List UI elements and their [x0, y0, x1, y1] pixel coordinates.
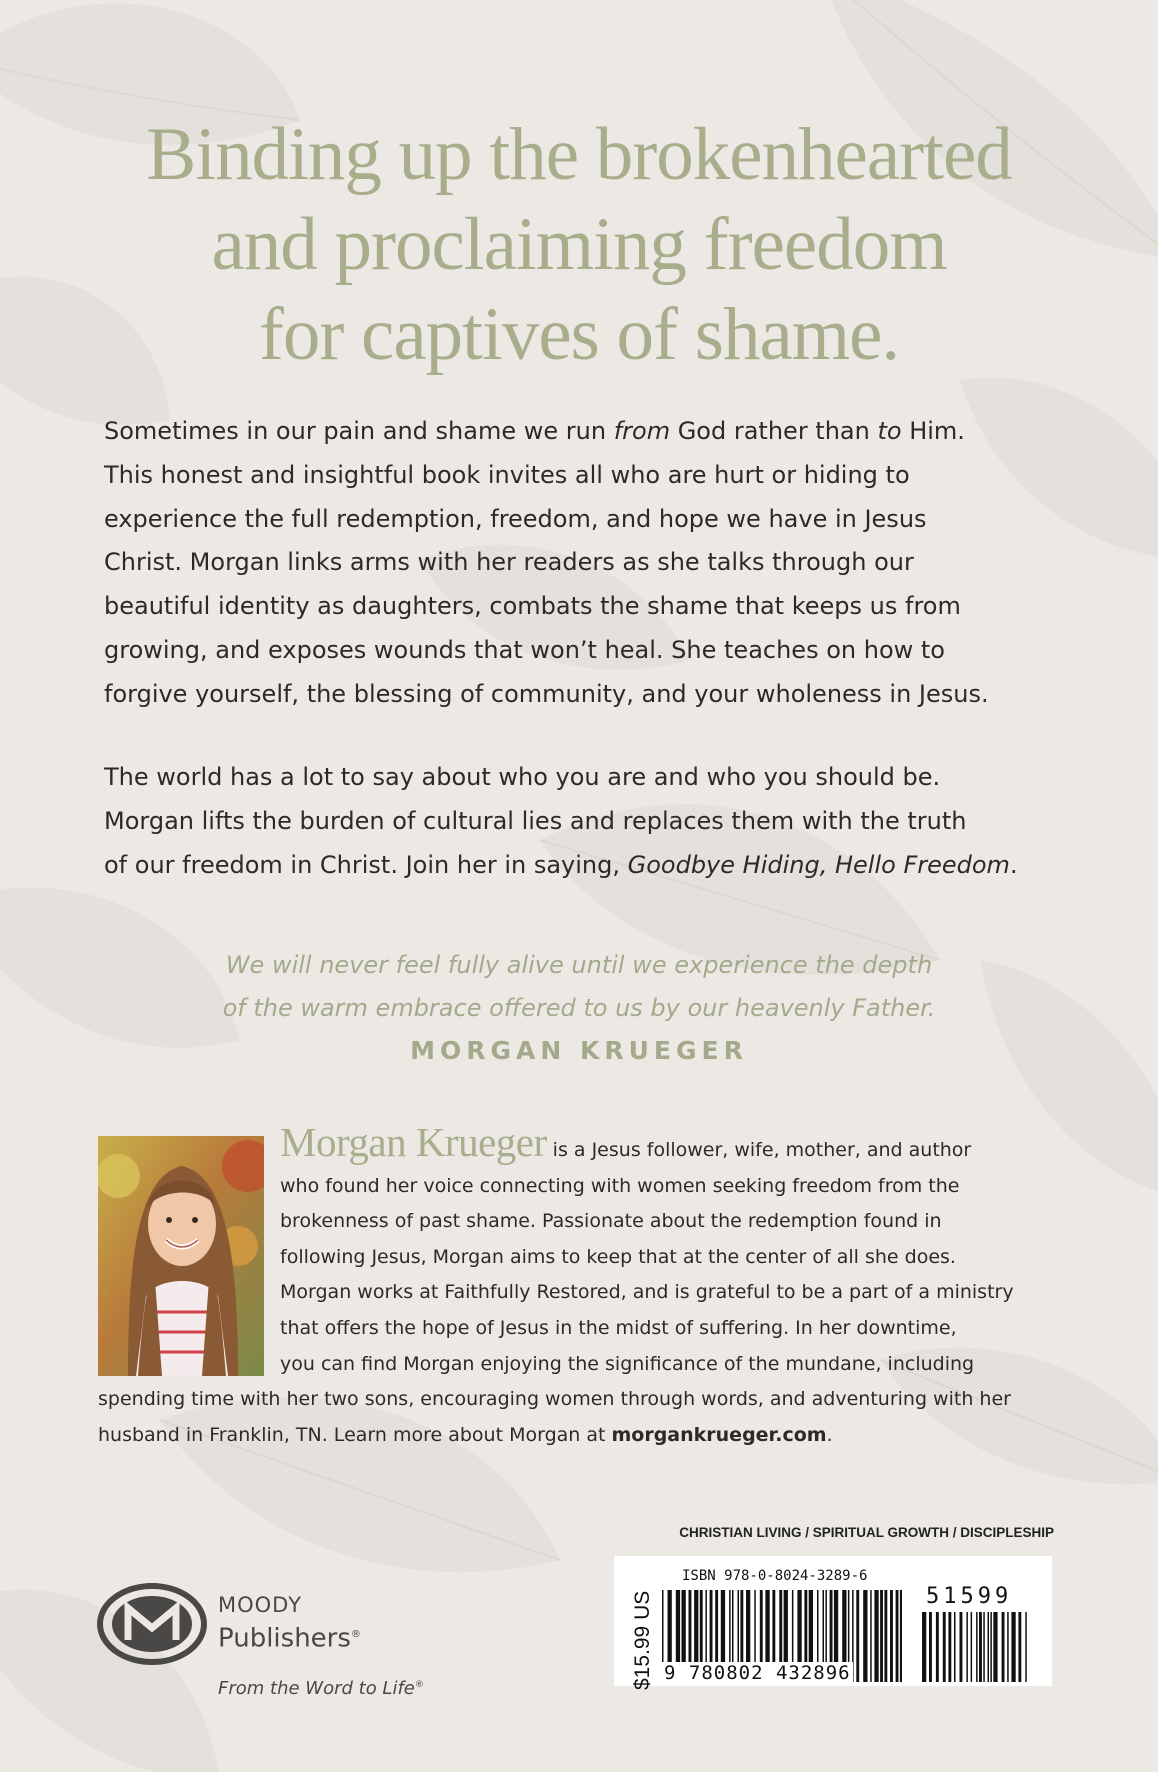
- description-line: forgive yourself, the blessing of community, and your wholeness in Jesus.: [104, 679, 989, 708]
- category-label: CHRISTIAN LIVING / SPIRITUAL GROWTH / DISCIPLESHIP: [679, 1525, 1054, 1540]
- bio-line: Morgan works at Faithfully Restored, and is grateful to be a part of a ministry: [280, 1281, 1014, 1304]
- barcode-bar: [976, 1612, 978, 1682]
- quote-line: of the warm embrace offered to us by our heavenly Father.: [222, 994, 936, 1022]
- pull-quote: [100, 944, 1058, 1030]
- price-label: $15.99 US: [631, 1590, 654, 1690]
- author-bio: [98, 1119, 1066, 1453]
- publisher-name: MOODY Publishers®: [218, 1593, 361, 1654]
- moody-logo-icon: [96, 1582, 208, 1666]
- barcode-bar: [1002, 1612, 1005, 1682]
- description-line: experience the full redemption, freedom, and hope we have in Jesus: [104, 504, 927, 533]
- barcode-bar: [884, 1590, 887, 1682]
- barcode-bar: [943, 1612, 946, 1682]
- barcode-bar: [870, 1590, 872, 1682]
- bio-line: Morgan Krueger is a Jesus follower, wife, mother, and author: [280, 1119, 972, 1165]
- publisher-tagline: From the Word to Life®: [218, 1678, 424, 1699]
- barcode-bar: [863, 1590, 867, 1682]
- description-line: of our freedom in Christ. Join her in saying, Goodbye Hiding, Hello Freedom.: [104, 850, 1018, 879]
- author-website-link[interactable]: morgankrueger.com: [611, 1423, 827, 1446]
- description-line: The world has a lot to say about who you are and who you should be.: [104, 763, 941, 791]
- description-line: Morgan lifts the burden of cultural lies and replaces them with the truth: [104, 806, 967, 835]
- description-paragraph-2: [104, 756, 1064, 887]
- barcode-bar: [929, 1612, 932, 1682]
- price-barcode: [922, 1612, 1030, 1682]
- barcode-bar: [936, 1612, 939, 1682]
- price-code: 51599: [926, 1584, 1013, 1609]
- barcode-bar: [983, 1612, 985, 1682]
- barcode-bar: [948, 1612, 951, 1682]
- barcode-bar: [990, 1612, 992, 1682]
- description-line: This honest and insightful book invites all who are hurt or hiding to: [104, 460, 910, 489]
- barcode-bar: [890, 1590, 893, 1682]
- bio-line: spending time with her two sons, encouraging women through words, and adventuring with her: [98, 1388, 1011, 1411]
- description-line: growing, and exposes wounds that won’t heal. She teaches on how to: [104, 635, 945, 664]
- headline-line: for captives of shame.: [258, 293, 900, 376]
- quote-line: We will never feel fully alive until we experience the depth: [225, 951, 933, 979]
- barcode-bar: [1007, 1612, 1009, 1682]
- bio-line: who found her voice connecting with women seeking freedom from the: [280, 1174, 960, 1197]
- barcode-bar: [971, 1612, 973, 1682]
- description-line: Sometimes in our pain and shame we run from God rather than to Him.: [104, 417, 965, 445]
- barcode-bar: [1018, 1612, 1021, 1682]
- barcode-bar: [966, 1612, 968, 1682]
- bio-line: that offers the hope of Jesus in the midst of suffering. In her downtime,: [280, 1316, 957, 1339]
- bio-line: brokenness of past shame. Passionate about the redemption found in: [280, 1210, 942, 1233]
- isbn-number: ISBN 978-0-8024-3289-6: [682, 1568, 868, 1584]
- bio-line: husband in Franklin, TN. Learn more about Morgan at morgankrueger.com.: [98, 1423, 833, 1446]
- barcode-bar: [896, 1590, 899, 1682]
- barcode-bar: [954, 1612, 956, 1682]
- bio-line: following Jesus, Morgan aims to keep that at the center of all she does.: [280, 1245, 956, 1268]
- description-line: beautiful identity as daughters, combats the shame that keeps us from: [104, 592, 961, 621]
- barcode-bar: [1025, 1612, 1027, 1682]
- barcode-bar: [856, 1590, 859, 1682]
- barcode-bar: [880, 1590, 883, 1682]
- description-paragraph-1: [104, 410, 1064, 717]
- barcode-bar: [874, 1590, 878, 1682]
- barcode-bar: [993, 1612, 997, 1682]
- barcode-bar: [988, 1612, 990, 1682]
- barcode-bar: [900, 1590, 902, 1682]
- author-name: Morgan Krueger: [280, 1119, 547, 1165]
- barcode-bar: [1011, 1612, 1015, 1682]
- headline: [60, 110, 1098, 380]
- headline-line: and proclaiming freedom: [211, 203, 947, 286]
- barcode-digits: 9 780802 432896: [664, 1662, 851, 1684]
- barcode-bar: [960, 1612, 963, 1682]
- bio-line: you can find Morgan enjoying the significance of the mundane, including: [280, 1352, 975, 1375]
- quote-attribution: MORGAN KRUEGER: [410, 1036, 748, 1065]
- barcode-bar: [979, 1612, 982, 1682]
- barcode-bar: [922, 1612, 926, 1682]
- description-line: Christ. Morgan links arms with her readers as she talks through our: [104, 548, 914, 577]
- headline-line: Binding up the brokenhearted: [146, 113, 1012, 196]
